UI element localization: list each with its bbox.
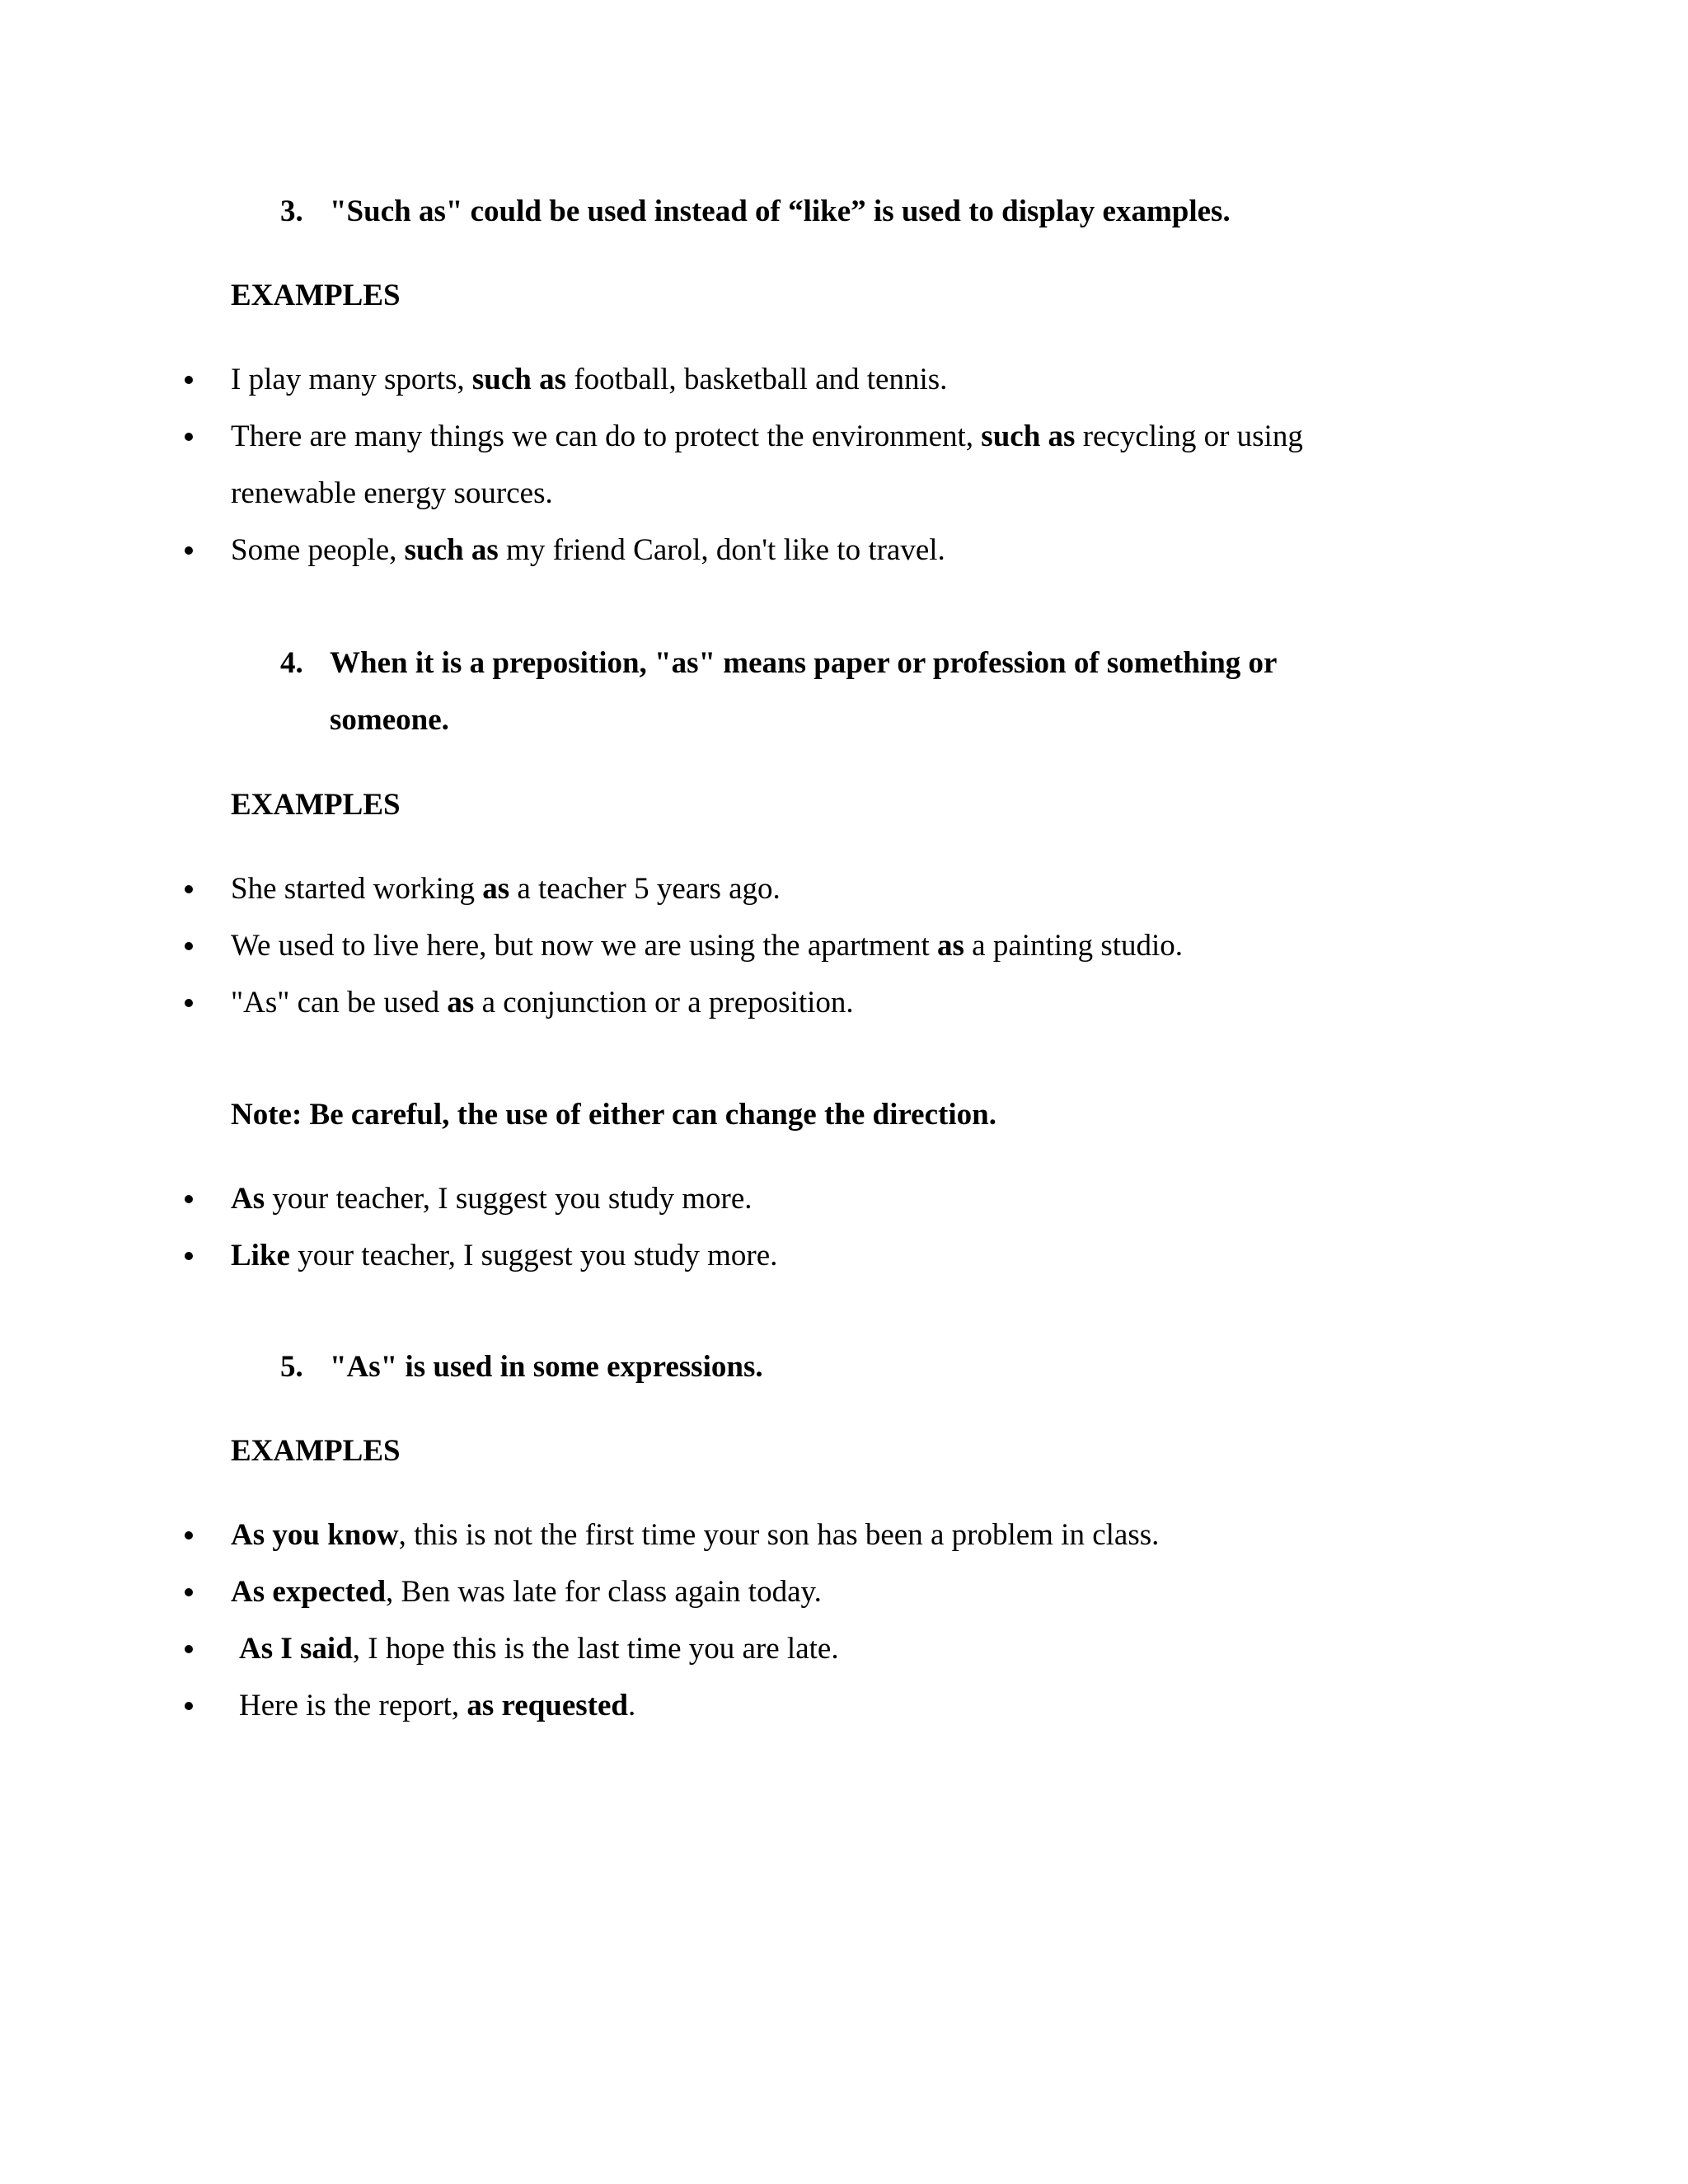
section-heading-text: "Such as" could be used instead of “like” is used to display examples. bbox=[330, 194, 1231, 228]
list-item: Here is the report, as requested. bbox=[0, 1677, 1409, 1734]
list-item: As I said, I hope this is the last time you are late. bbox=[0, 1620, 1409, 1677]
section-heading-text: "As" is used in some expressions. bbox=[330, 1350, 763, 1384]
bullet-icon bbox=[185, 1645, 193, 1653]
list-item: As you know, this is not the first time your son has been a problem in class. bbox=[0, 1507, 1401, 1563]
list-item: "As" can be used as a conjunction or a preposition. bbox=[0, 974, 1401, 1031]
list-item: As your teacher, I suggest you study more. bbox=[0, 1170, 1401, 1227]
section-3-examples-list bbox=[0, 351, 1688, 579]
list-item: She started working as a teacher 5 years ago. bbox=[0, 860, 1401, 917]
bullet-icon bbox=[185, 999, 193, 1007]
examples-label: EXAMPLES bbox=[231, 279, 401, 312]
section-5-heading bbox=[280, 1338, 1418, 1395]
bullet-icon bbox=[185, 1195, 193, 1203]
note-text: Note: Be careful, the use of either can change the direction. bbox=[231, 1098, 996, 1132]
section-number: 4. bbox=[280, 646, 303, 680]
bullet-icon bbox=[185, 433, 193, 441]
section-heading-text: When it is a preposition, "as" means paper or profession of something or someone. bbox=[330, 646, 1277, 737]
section-4-heading bbox=[280, 635, 1418, 748]
section-number: 5. bbox=[280, 1350, 303, 1384]
list-item: There are many things we can do to protect the environment, such as recycling or using renewable energy sources. bbox=[0, 408, 1401, 522]
list-item: Some people, such as my friend Carol, don't like to travel. bbox=[0, 522, 1401, 579]
bullet-icon bbox=[185, 1531, 193, 1540]
section-number: 3. bbox=[280, 194, 303, 228]
bullet-icon bbox=[185, 1702, 193, 1710]
section-3-heading bbox=[280, 183, 1418, 240]
section-4-examples-list bbox=[0, 860, 1688, 1031]
bullet-icon bbox=[185, 546, 193, 555]
list-item: As expected, Ben was late for class again today. bbox=[0, 1563, 1401, 1620]
bullet-icon bbox=[185, 1252, 193, 1260]
section-5-examples-list bbox=[0, 1507, 1688, 1734]
list-item: I play many sports, such as football, basketball and tennis. bbox=[0, 351, 1401, 408]
note-examples-list bbox=[0, 1170, 1688, 1284]
bullet-icon bbox=[185, 376, 193, 384]
list-item: We used to live here, but now we are using the apartment as a painting studio. bbox=[0, 917, 1401, 974]
examples-label: EXAMPLES bbox=[231, 788, 401, 822]
bullet-icon bbox=[185, 942, 193, 950]
bullet-icon bbox=[185, 885, 193, 893]
list-item: Like your teacher, I suggest you study more. bbox=[0, 1227, 1401, 1284]
examples-label: EXAMPLES bbox=[231, 1434, 401, 1468]
bullet-icon bbox=[185, 1588, 193, 1596]
